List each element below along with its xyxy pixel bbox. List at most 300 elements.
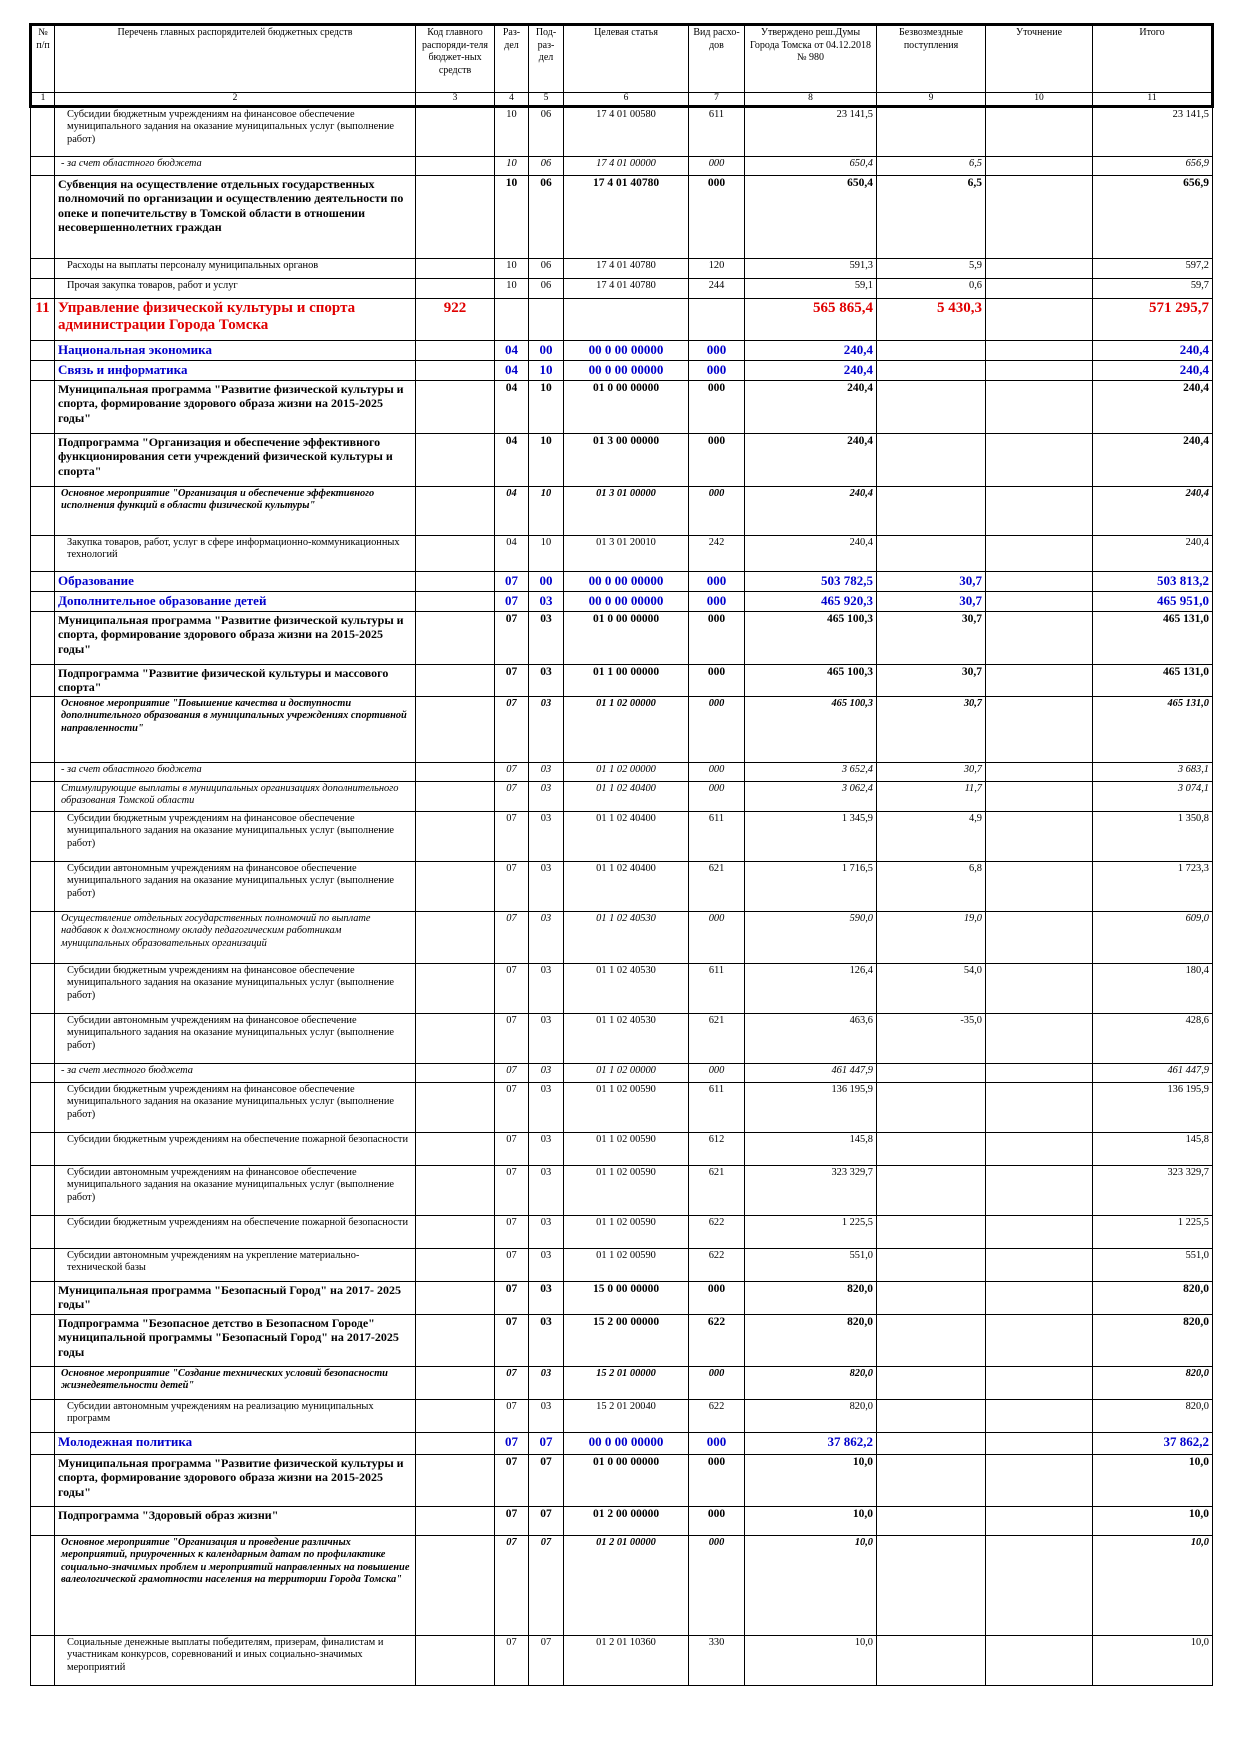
table-row (31, 361, 1213, 381)
row-grants: -35,0 (877, 1014, 986, 1064)
row-number (31, 259, 55, 279)
row-target-article: 01 1 02 00590 (564, 1216, 689, 1249)
row-number (31, 1315, 55, 1367)
row-expense-type: 000 (689, 157, 745, 176)
row-clarification (986, 299, 1093, 341)
row-name: Управление физической культуры и спорта администрации Города Томска (55, 299, 416, 341)
table-row (31, 381, 1213, 434)
row-grants (877, 1249, 986, 1282)
row-name: Муниципальная программа "Развитие физической культуры и спорта, формирование здорового образа жизни на 2015-2025 годы" (55, 1455, 416, 1507)
row-grants: 5 430,3 (877, 299, 986, 341)
row-target-article: 01 1 00 00000 (564, 665, 689, 697)
row-target-article: 01 2 01 10360 (564, 1636, 689, 1686)
header-name: Перечень главных распорядителей бюджетных средств (55, 25, 416, 93)
row-clarification (986, 912, 1093, 964)
row-podrazdel: 03 (529, 697, 564, 763)
row-name: Связь и информатика (55, 361, 416, 381)
row-clarification (986, 107, 1093, 157)
row-target-article: 01 3 01 00000 (564, 487, 689, 536)
row-razdel: 07 (495, 782, 529, 812)
row-approved: 240,4 (745, 381, 877, 434)
row-code (416, 381, 495, 434)
row-code (416, 536, 495, 572)
row-number (31, 1133, 55, 1166)
row-grants: 11,7 (877, 782, 986, 812)
row-name: Закупка товаров, работ, услуг в сфере информационно-коммуникационных технологий (55, 536, 416, 572)
row-razdel: 10 (495, 176, 529, 259)
row-clarification (986, 1282, 1093, 1315)
row-clarification (986, 1083, 1093, 1133)
column-number: 7 (689, 93, 745, 107)
row-razdel: 07 (495, 665, 529, 697)
row-razdel: 07 (495, 572, 529, 592)
row-razdel: 07 (495, 912, 529, 964)
table-row (31, 862, 1213, 912)
row-code (416, 1064, 495, 1083)
row-approved: 463,6 (745, 1014, 877, 1064)
row-total: 461 447,9 (1093, 1064, 1213, 1083)
row-razdel: 04 (495, 361, 529, 381)
row-podrazdel: 07 (529, 1536, 564, 1636)
row-total: 551,0 (1093, 1249, 1213, 1282)
row-number (31, 381, 55, 434)
column-number: 8 (745, 93, 877, 107)
row-name: Субсидии бюджетным учреждениям на финансовое обеспечение муниципального задания на оказание муниципальных услуг (выполнение работ) (55, 964, 416, 1014)
row-clarification (986, 1133, 1093, 1166)
row-approved: 591,3 (745, 259, 877, 279)
table-row (31, 1367, 1213, 1400)
row-target-article: 01 1 02 00000 (564, 763, 689, 782)
table-row (31, 341, 1213, 361)
row-target-article: 00 0 00 00000 (564, 341, 689, 361)
row-number (31, 1455, 55, 1507)
header-podrazdel: Под-раз-дел (529, 25, 564, 93)
row-approved: 1 345,9 (745, 812, 877, 862)
table-row (31, 1536, 1213, 1636)
column-number: 5 (529, 93, 564, 107)
row-razdel: 10 (495, 259, 529, 279)
row-total: 656,9 (1093, 157, 1213, 176)
row-number (31, 1166, 55, 1216)
row-expense-type: 611 (689, 107, 745, 157)
row-clarification (986, 665, 1093, 697)
row-expense-type: 622 (689, 1400, 745, 1433)
row-podrazdel: 03 (529, 1014, 564, 1064)
row-approved: 3 652,4 (745, 763, 877, 782)
row-grants (877, 1367, 986, 1400)
table-row (31, 176, 1213, 259)
row-target-article: 00 0 00 00000 (564, 572, 689, 592)
row-total: 180,4 (1093, 964, 1213, 1014)
row-approved: 503 782,5 (745, 572, 877, 592)
row-total: 1 225,5 (1093, 1216, 1213, 1249)
row-podrazdel: 03 (529, 912, 564, 964)
row-razdel: 07 (495, 812, 529, 862)
row-clarification (986, 487, 1093, 536)
row-expense-type: 000 (689, 381, 745, 434)
row-expense-type: 000 (689, 176, 745, 259)
header-row (31, 25, 1213, 93)
row-grants: 5,9 (877, 259, 986, 279)
row-razdel: 07 (495, 1536, 529, 1636)
row-approved: 240,4 (745, 487, 877, 536)
row-total: 571 295,7 (1093, 299, 1213, 341)
row-name: - за счет областного бюджета (55, 763, 416, 782)
row-razdel (495, 299, 529, 341)
row-razdel: 10 (495, 279, 529, 299)
row-number (31, 1014, 55, 1064)
row-total: 240,4 (1093, 536, 1213, 572)
row-grants (877, 107, 986, 157)
row-podrazdel: 00 (529, 341, 564, 361)
row-code (416, 812, 495, 862)
row-code (416, 487, 495, 536)
row-approved: 240,4 (745, 536, 877, 572)
table-row (31, 1400, 1213, 1433)
row-number (31, 1249, 55, 1282)
row-razdel: 10 (495, 157, 529, 176)
row-podrazdel: 03 (529, 1166, 564, 1216)
row-name: - за счет областного бюджета (55, 157, 416, 176)
row-number (31, 341, 55, 361)
row-target-article: 01 1 02 40530 (564, 1014, 689, 1064)
row-razdel: 07 (495, 1455, 529, 1507)
row-podrazdel: 03 (529, 862, 564, 912)
row-number (31, 665, 55, 697)
row-clarification (986, 1249, 1093, 1282)
row-target-article: 01 0 00 00000 (564, 381, 689, 434)
row-target-article: 01 0 00 00000 (564, 1455, 689, 1507)
row-target-article: 01 1 02 40530 (564, 912, 689, 964)
row-target-article: 15 2 01 20040 (564, 1400, 689, 1433)
row-clarification (986, 381, 1093, 434)
row-razdel: 07 (495, 964, 529, 1014)
row-expense-type: 000 (689, 782, 745, 812)
row-razdel: 07 (495, 592, 529, 612)
row-total: 10,0 (1093, 1455, 1213, 1507)
row-code: 922 (416, 299, 495, 341)
table-row (31, 1133, 1213, 1166)
row-grants: 19,0 (877, 912, 986, 964)
row-podrazdel: 03 (529, 1133, 564, 1166)
header-target-article: Целевая статья (564, 25, 689, 93)
row-razdel: 07 (495, 1166, 529, 1216)
row-total: 240,4 (1093, 381, 1213, 434)
row-name: Субвенция на осуществление отдельных государственных полномочий по организации и осуществлению деятельности по опеке и попечительству в Томской области в отношении несовершеннолетних граждан (55, 176, 416, 259)
row-code (416, 1166, 495, 1216)
row-name: Субсидии бюджетным учреждениям на обеспечение пожарной безопасности (55, 1216, 416, 1249)
row-podrazdel: 10 (529, 487, 564, 536)
row-name: Подпрограмма "Развитие физической культуры и массового спорта" (55, 665, 416, 697)
row-target-article: 01 3 01 20010 (564, 536, 689, 572)
row-razdel: 07 (495, 862, 529, 912)
row-expense-type: 000 (689, 612, 745, 665)
row-number: 11 (31, 299, 55, 341)
row-total: 10,0 (1093, 1507, 1213, 1536)
row-target-article: 17 4 01 40780 (564, 259, 689, 279)
row-name: Социальные денежные выплаты победителям, призерам, финалистам и участникам конкурсов, соревнований и иных социально-значимых мероприятий (55, 1636, 416, 1686)
budget-page (29, 23, 1211, 1686)
row-clarification (986, 1400, 1093, 1433)
row-total: 240,4 (1093, 361, 1213, 381)
row-number (31, 1083, 55, 1133)
row-grants (877, 1133, 986, 1166)
row-grants: 4,9 (877, 812, 986, 862)
row-podrazdel: 03 (529, 782, 564, 812)
row-code (416, 341, 495, 361)
row-clarification (986, 1166, 1093, 1216)
row-code (416, 1282, 495, 1315)
row-grants: 6,8 (877, 862, 986, 912)
row-number (31, 1400, 55, 1433)
row-podrazdel: 10 (529, 361, 564, 381)
row-clarification (986, 361, 1093, 381)
column-number: 1 (31, 93, 55, 107)
row-razdel: 07 (495, 1249, 529, 1282)
row-podrazdel: 06 (529, 259, 564, 279)
row-razdel: 04 (495, 341, 529, 361)
row-number (31, 572, 55, 592)
row-total: 145,8 (1093, 1133, 1213, 1166)
row-target-article: 00 0 00 00000 (564, 592, 689, 612)
row-total: 820,0 (1093, 1315, 1213, 1367)
row-approved: 551,0 (745, 1249, 877, 1282)
row-number (31, 361, 55, 381)
row-podrazdel: 07 (529, 1636, 564, 1686)
row-grants: 30,7 (877, 572, 986, 592)
row-razdel: 07 (495, 1315, 529, 1367)
column-number: 2 (55, 93, 416, 107)
row-name: Субсидии автономным учреждениям на финансовое обеспечение муниципального задания на оказание муниципальных услуг (выполнение работ) (55, 862, 416, 912)
row-podrazdel: 03 (529, 1282, 564, 1315)
row-name: Образование (55, 572, 416, 592)
table-row (31, 1216, 1213, 1249)
column-number: 4 (495, 93, 529, 107)
row-name: Субсидии автономным учреждениям на финансовое обеспечение муниципального задания на оказание муниципальных услуг (выполнение работ) (55, 1014, 416, 1064)
table-row (31, 1014, 1213, 1064)
table-row (31, 1282, 1213, 1315)
row-code (416, 1455, 495, 1507)
row-number (31, 1636, 55, 1686)
table-row (31, 107, 1213, 157)
table-row (31, 1636, 1213, 1686)
budget-table (29, 23, 1214, 1686)
row-approved: 37 862,2 (745, 1433, 877, 1455)
row-podrazdel: 03 (529, 812, 564, 862)
row-target-article: 15 2 01 00000 (564, 1367, 689, 1400)
row-code (416, 697, 495, 763)
row-grants (877, 487, 986, 536)
row-code (416, 1536, 495, 1636)
row-name: Национальная экономика (55, 341, 416, 361)
row-target-article: 01 1 02 00590 (564, 1133, 689, 1166)
row-expense-type: 000 (689, 592, 745, 612)
row-clarification (986, 434, 1093, 487)
row-name: Подпрограмма "Организация и обеспечение эффективного функционирования сети учреждений физической культуры и спорта" (55, 434, 416, 487)
row-grants (877, 1455, 986, 1507)
row-approved: 820,0 (745, 1315, 877, 1367)
row-clarification (986, 964, 1093, 1014)
row-number (31, 782, 55, 812)
row-podrazdel: 03 (529, 1064, 564, 1083)
row-total: 820,0 (1093, 1367, 1213, 1400)
table-row (31, 487, 1213, 536)
row-razdel: 04 (495, 381, 529, 434)
row-expense-type: 000 (689, 697, 745, 763)
row-clarification (986, 763, 1093, 782)
row-clarification (986, 1536, 1093, 1636)
row-code (416, 572, 495, 592)
row-approved: 240,4 (745, 341, 877, 361)
table-row (31, 1455, 1213, 1507)
row-name: Муниципальная программа "Развитие физической культуры и спорта, формирование здорового образа жизни на 2015-2025 годы" (55, 381, 416, 434)
row-grants (877, 1166, 986, 1216)
row-approved: 650,4 (745, 176, 877, 259)
table-row (31, 812, 1213, 862)
row-podrazdel: 03 (529, 665, 564, 697)
row-target-article: 01 2 01 00000 (564, 1536, 689, 1636)
row-total: 23 141,5 (1093, 107, 1213, 157)
row-number (31, 1216, 55, 1249)
row-grants: 0,6 (877, 279, 986, 299)
row-target-article: 01 3 00 00000 (564, 434, 689, 487)
row-grants (877, 1064, 986, 1083)
row-name: Субсидии автономным учреждениям на укрепление материально-технической базы (55, 1249, 416, 1282)
row-approved: 820,0 (745, 1400, 877, 1433)
row-name: Субсидии бюджетным учреждениям на обеспечение пожарной безопасности (55, 1133, 416, 1166)
row-approved: 126,4 (745, 964, 877, 1014)
row-expense-type: 000 (689, 1282, 745, 1315)
table-row (31, 697, 1213, 763)
row-number (31, 1367, 55, 1400)
row-clarification (986, 157, 1093, 176)
row-razdel: 07 (495, 1216, 529, 1249)
row-expense-type: 330 (689, 1636, 745, 1686)
row-total: 503 813,2 (1093, 572, 1213, 592)
row-code (416, 279, 495, 299)
row-number (31, 964, 55, 1014)
row-clarification (986, 1367, 1093, 1400)
row-expense-type: 611 (689, 812, 745, 862)
row-code (416, 1367, 495, 1400)
row-approved: 465 100,3 (745, 665, 877, 697)
row-total: 1 350,8 (1093, 812, 1213, 862)
row-number (31, 592, 55, 612)
row-target-article: 01 1 02 40530 (564, 964, 689, 1014)
header-razdel: Раз-дел (495, 25, 529, 93)
row-expense-type: 000 (689, 361, 745, 381)
row-razdel: 07 (495, 1282, 529, 1315)
row-name: Субсидии бюджетным учреждениям на финансовое обеспечение муниципального задания на оказание муниципальных услуг (выполнение работ) (55, 107, 416, 157)
table-row (31, 964, 1213, 1014)
table-row (31, 1507, 1213, 1536)
row-expense-type: 621 (689, 1014, 745, 1064)
row-podrazdel: 07 (529, 1455, 564, 1507)
table-row (31, 763, 1213, 782)
table-row (31, 1315, 1213, 1367)
row-number (31, 1433, 55, 1455)
row-expense-type: 000 (689, 572, 745, 592)
row-razdel: 07 (495, 1433, 529, 1455)
row-podrazdel: 03 (529, 1249, 564, 1282)
row-name: Субсидии автономным учреждениям на реализацию муниципальных программ (55, 1400, 416, 1433)
row-approved: 23 141,5 (745, 107, 877, 157)
row-razdel: 04 (495, 487, 529, 536)
row-name: Основное мероприятие "Повышение качества и доступности дополнительного образования в муниципальных учреждениях спортивной направленности" (55, 697, 416, 763)
row-target-article: 01 1 02 00000 (564, 1064, 689, 1083)
row-code (416, 176, 495, 259)
row-code (416, 434, 495, 487)
row-clarification (986, 1315, 1093, 1367)
row-target-article: 01 1 02 40400 (564, 862, 689, 912)
row-total: 323 329,7 (1093, 1166, 1213, 1216)
row-name: Стимулирующие выплаты в муниципальных организациях дополнительного образования Томской области (55, 782, 416, 812)
column-numbers-row (31, 93, 1213, 107)
row-total: 240,4 (1093, 341, 1213, 361)
row-clarification (986, 279, 1093, 299)
row-expense-type (689, 299, 745, 341)
row-name: - за счет местного бюджета (55, 1064, 416, 1083)
row-name: Основное мероприятие "Организация и проведение различных мероприятий, приуроченных к календарным датам по профилактике социально-значимых проблем и мероприятий направленных на повышение валеологической грамотности населения на территории Города Томска" (55, 1536, 416, 1636)
row-name: Подпрограмма "Здоровый образ жизни" (55, 1507, 416, 1536)
row-target-article: 17 4 01 40780 (564, 279, 689, 299)
row-expense-type: 000 (689, 1367, 745, 1400)
row-target-article: 17 4 01 00000 (564, 157, 689, 176)
row-approved: 59,1 (745, 279, 877, 299)
row-approved: 650,4 (745, 157, 877, 176)
row-expense-type: 120 (689, 259, 745, 279)
row-total: 1 723,3 (1093, 862, 1213, 912)
row-target-article: 01 1 02 40400 (564, 782, 689, 812)
row-podrazdel: 06 (529, 176, 564, 259)
row-number (31, 1536, 55, 1636)
row-code (416, 912, 495, 964)
row-number (31, 912, 55, 964)
row-expense-type: 622 (689, 1216, 745, 1249)
table-header (31, 25, 1213, 107)
row-name: Субсидии автономным учреждениям на финансовое обеспечение муниципального задания на оказание муниципальных услуг (выполнение работ) (55, 1166, 416, 1216)
row-expense-type: 611 (689, 964, 745, 1014)
row-number (31, 697, 55, 763)
row-code (416, 1400, 495, 1433)
row-target-article: 15 0 00 00000 (564, 1282, 689, 1315)
header-clarification: Уточнение (986, 25, 1093, 93)
row-total: 609,0 (1093, 912, 1213, 964)
row-approved: 10,0 (745, 1536, 877, 1636)
row-grants (877, 1433, 986, 1455)
row-target-article: 01 1 02 00000 (564, 697, 689, 763)
row-expense-type: 000 (689, 487, 745, 536)
row-approved: 465 100,3 (745, 697, 877, 763)
row-total: 597,2 (1093, 259, 1213, 279)
row-total: 59,7 (1093, 279, 1213, 299)
row-expense-type: 000 (689, 1433, 745, 1455)
row-razdel: 07 (495, 1636, 529, 1686)
row-code (416, 782, 495, 812)
row-razdel: 07 (495, 1367, 529, 1400)
row-clarification (986, 341, 1093, 361)
row-grants (877, 1400, 986, 1433)
row-grants (877, 1315, 986, 1367)
row-target-article: 01 1 02 40400 (564, 812, 689, 862)
row-expense-type: 244 (689, 279, 745, 299)
row-code (416, 107, 495, 157)
row-code (416, 862, 495, 912)
row-podrazdel: 06 (529, 107, 564, 157)
row-podrazdel: 07 (529, 1507, 564, 1536)
row-podrazdel: 03 (529, 1400, 564, 1433)
row-expense-type: 000 (689, 665, 745, 697)
